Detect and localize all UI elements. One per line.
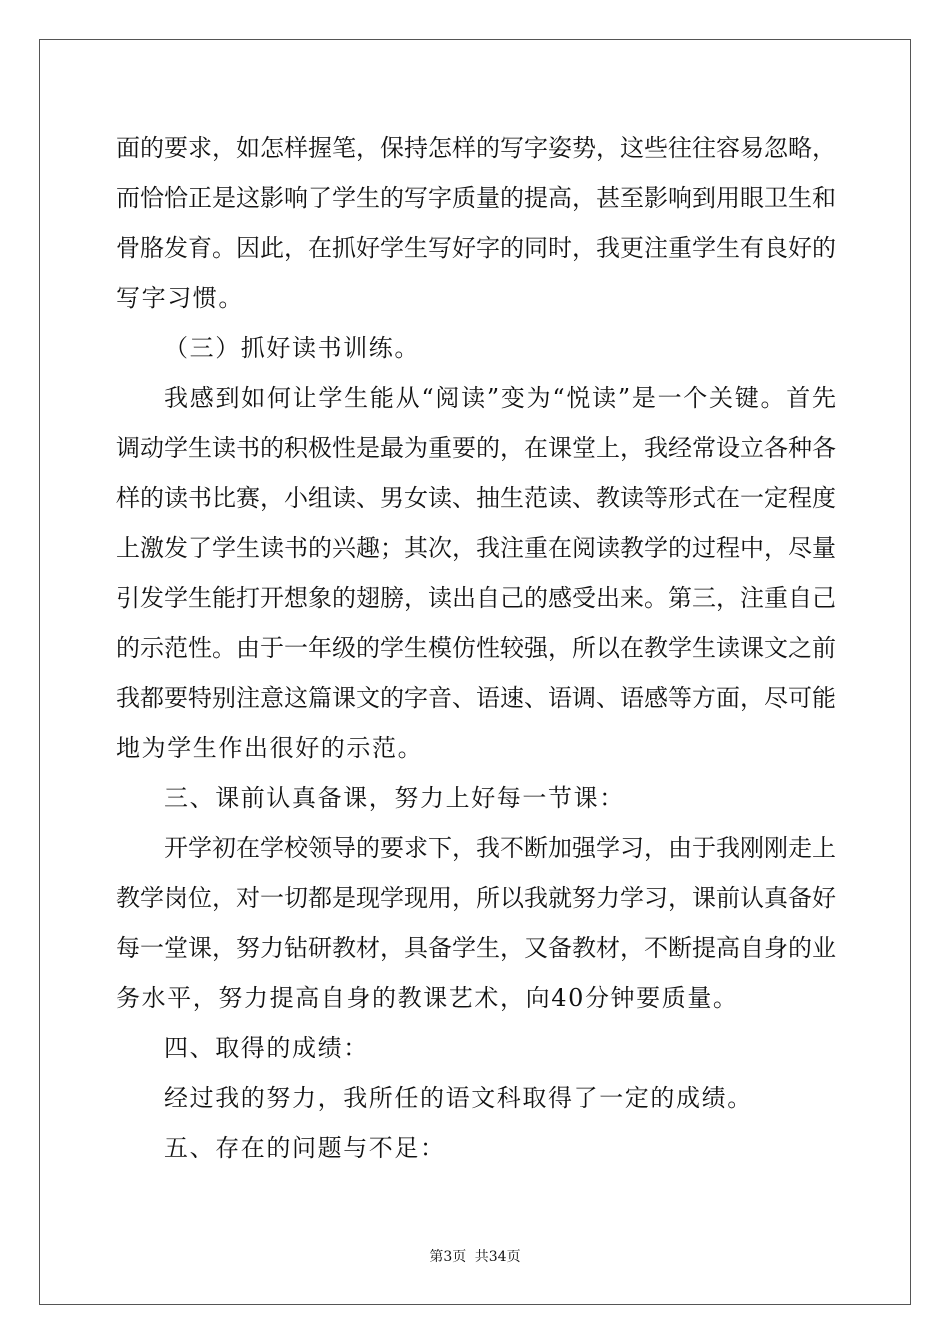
paragraph-line: 面的要求，如怎样握笔，保持怎样的写字姿势，这些往往容易忽略，	[116, 134, 836, 162]
section-heading: 四、取得的成绩：	[164, 1034, 369, 1062]
paragraph-line: 地为学生作出很好的示范。	[116, 734, 424, 762]
page-total: 共34页	[474, 1249, 521, 1265]
paragraph-line: 经过我的努力，我所任的语文科取得了一定的成绩。	[164, 1084, 753, 1112]
paragraph-line: 务水平，努力提高自身的教课艺术，向40分钟要质量。	[116, 984, 739, 1012]
paragraph-line: 样的读书比赛，小组读、男女读、抽生范读、教读等形式在一定程度	[116, 484, 836, 512]
paragraph-line: 写字习惯。	[116, 284, 244, 312]
section-heading: 三、课前认真备课，努力上好每一节课：	[164, 784, 625, 812]
paragraph-line: 每一堂课，努力钻研教材，具备学生，又备教材，不断提高自身的业	[116, 934, 836, 962]
section-heading: （三）抓好读书训练。	[164, 334, 420, 362]
paragraph-line: 教学岗位，对一切都是现学现用，所以我就努力学习，课前认真备好	[116, 884, 836, 912]
paragraph-line: 我感到如何让学生能从“阅读”变为“悦读”是一个关键。首先	[164, 384, 836, 412]
paragraph-line: 引发学生能打开想象的翅膀，读出自己的感受出来。第三，注重自己	[116, 584, 836, 612]
paragraph-line: 骨胳发育。因此，在抓好学生写好字的同时，我更注重学生有良好的	[116, 234, 836, 262]
page-number: 第3页	[429, 1249, 467, 1265]
page-border	[39, 39, 911, 1305]
section-heading: 五、存在的问题与不足：	[164, 1134, 446, 1162]
paragraph-line: 的示范性。由于一年级的学生模仿性较强，所以在教学生读课文之前	[116, 634, 836, 662]
page-footer	[0, 1248, 950, 1266]
paragraph-line: 上激发了学生读书的兴趣；其次，我注重在阅读教学的过程中，尽量	[116, 534, 836, 562]
paragraph-line: 而恰恰正是这影响了学生的写字质量的提高，甚至影响到用眼卫生和	[116, 184, 836, 212]
paragraph-line: 调动学生读书的积极性是最为重要的，在课堂上，我经常设立各种各	[116, 434, 836, 462]
paragraph-line: 我都要特别注意这篇课文的字音、语速、语调、语感等方面，尽可能	[116, 684, 836, 712]
paragraph-line: 开学初在学校领导的要求下，我不断加强学习，由于我刚刚走上	[164, 834, 836, 862]
